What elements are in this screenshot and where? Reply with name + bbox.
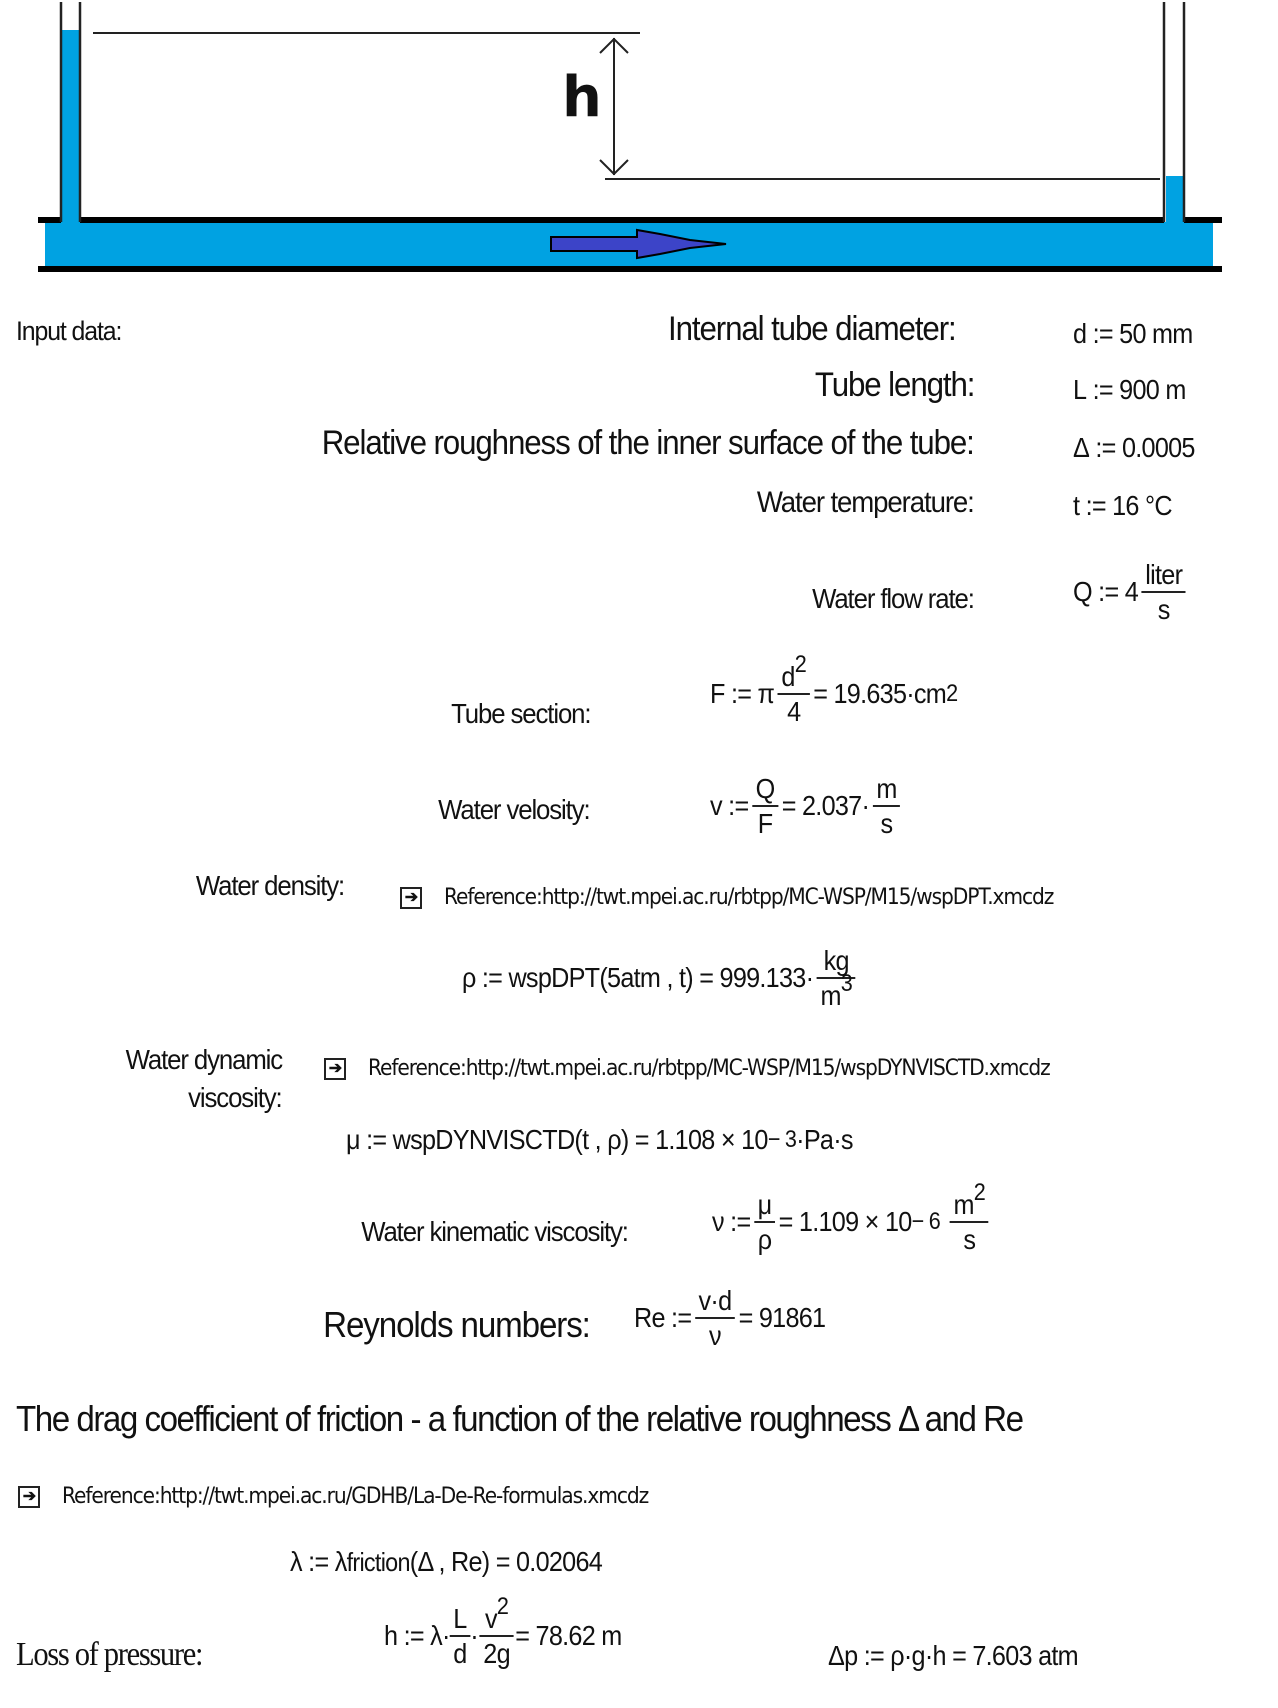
right-tube-water [1166, 176, 1184, 226]
height-label: h [562, 65, 602, 130]
formula-reynolds: Re := $\frac{v\cdot d}{\nu}$ = 91861 [634, 1285, 826, 1352]
label-kinematic-viscosity: Water kinematic viscosity: [361, 1216, 628, 1247]
label-water-flow-rate: Water flow rate: [812, 583, 974, 614]
label-loss-of-pressure: Loss of pressure: [16, 1636, 203, 1673]
formula-velocity: v := $\frac{Q}{F}$ = 2.037· $\frac{m}{s}$ [710, 774, 904, 839]
left-tube-water [62, 30, 80, 225]
input-roughness[interactable]: Δ := 0.0005 [1073, 432, 1195, 463]
input-temperature[interactable]: t := 16 °C [1073, 490, 1172, 521]
height-dimension-arrow [600, 38, 628, 175]
reference-wspDPT[interactable]: ➔ Reference:http://twt.mpei.ac.ru/rbtpp/MC-WSP/M15/wspDPT.xmcdz [400, 885, 1106, 910]
label-tube-section: Tube section: [450, 698, 590, 729]
label-tube-length: Tube length: [814, 366, 974, 404]
formula-friction-coefficient: λ := λ friction (Δ , Re) = 0.02064 [290, 1546, 603, 1577]
label-reynolds-numbers: Reynolds numbers: [323, 1304, 590, 1345]
pipe-flow-diagram [0, 0, 1278, 280]
label-water-velocity: Water velosity: [438, 794, 590, 825]
label-internal-diameter: Internal tube diameter: [668, 310, 956, 348]
reference-arrow-icon: ➔ [400, 887, 422, 909]
input-diameter[interactable]: d := 50 mm [1073, 318, 1193, 349]
label-water-density: Water density: [195, 870, 344, 901]
formula-pressure-drop: Δp := ρ·g·h = 7.603 atm [828, 1640, 1078, 1671]
formula-tube-section: F := π $\frac{d^2}{4}$ = 19.635·cm 2 [710, 651, 958, 728]
friction-heading: The drag coefficient of friction - a function of the relative roughness Δ and Re [16, 1398, 1023, 1439]
reference-la-de-re-formulas[interactable]: ➔ Reference:http://twt.mpei.ac.ru/GDHB/La-De-Re-formulas.xmcdz [18, 1484, 699, 1509]
input-flow-rate[interactable]: Q := 4 $\frac{\text{liter}}{s}$ [1073, 560, 1189, 625]
input-data-title: Input data: [16, 316, 122, 346]
reference-arrow-icon: ➔ [324, 1058, 346, 1080]
formula-kinematic-viscosity: ν := $\frac{\mu}{\rho}$ = 1.109 × 10 − 6 $\frac{m^2}{s}$ [712, 1190, 992, 1255]
label-dynamic-viscosity-line2: viscosity: [188, 1082, 282, 1113]
formula-head-loss: h := λ· $\frac{L}{d}$ · $\frac{v^2}{2g}$ = 78.62 m [384, 1593, 622, 1670]
reference-wspDYNVISCTD[interactable]: ➔ Reference:http://twt.mpei.ac.ru/rbtpp/MC-WSP/M15/wspDYNVISCTD.xmcdz [324, 1056, 1109, 1081]
formula-dynamic-viscosity: μ := wspDYNVISCTD(t , ρ) = 1.108 × 10 − 3 ·Pa·s [346, 1124, 853, 1155]
formula-density: ρ := wspDPT(5atm , t) = 999.133· $\frac{kg}{m^3}$ [462, 946, 859, 1011]
label-relative-roughness: Relative roughness of the inner surface of the tube: [321, 424, 974, 462]
label-dynamic-viscosity-line1: Water dynamic [125, 1044, 282, 1075]
label-water-temperature: Water temperature: [757, 486, 974, 519]
reference-arrow-icon: ➔ [18, 1486, 40, 1508]
input-length[interactable]: L := 900 m [1073, 374, 1186, 405]
